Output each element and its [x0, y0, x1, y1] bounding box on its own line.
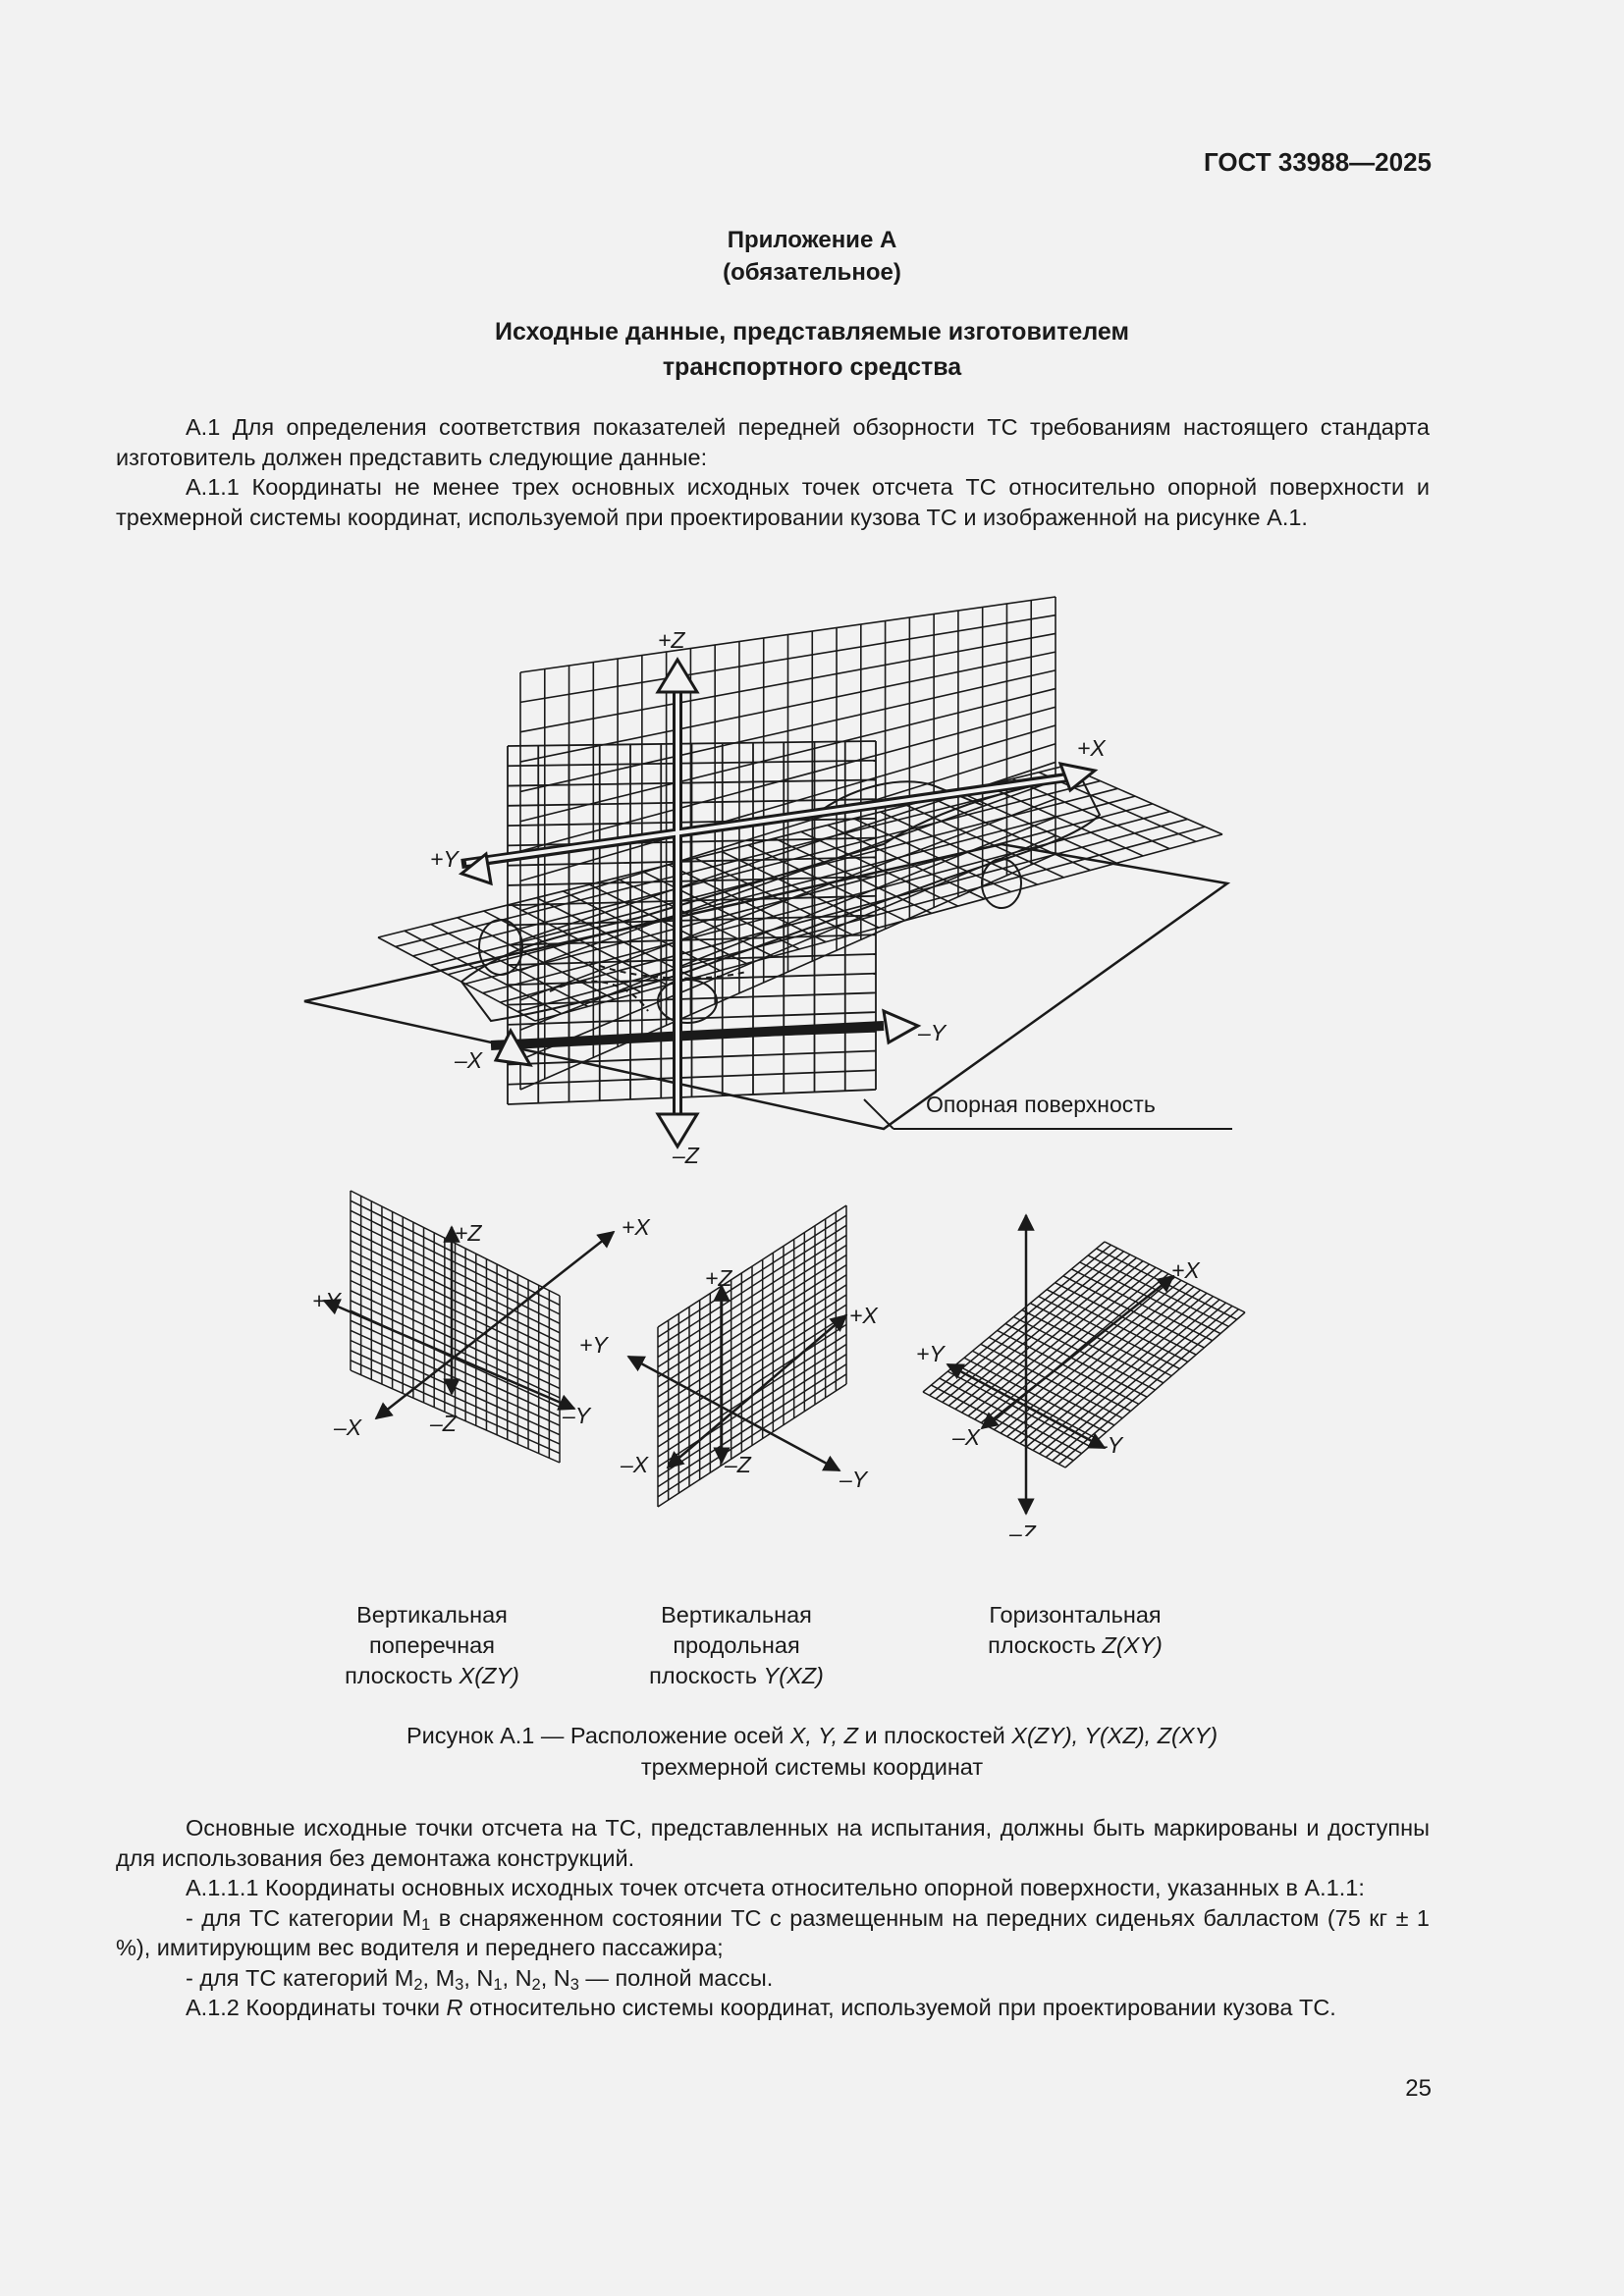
paragraph-category-m2-n3: - для ТС категорий $M_2$, $M_3$, $N_1$, $N_2$, $N_3$ — полной массы. — [186, 1964, 774, 1994]
page-number: 25 — [1405, 2075, 1432, 2102]
zxy-plus-x: +X — [1171, 1257, 1200, 1283]
paragraph-category-m1: - для ТС категории $M_1$ в снаряженном состоянии ТС с размещенным на передних сиденьях балластом (75 кг ± 1 %), имитирующим вес водителя и переднего пассажира; — [116, 1904, 1430, 1960]
zxy-minus-y: –Y — [1095, 1432, 1123, 1458]
annex-caption-line2: транспортного средства — [662, 353, 962, 381]
zxy-plus-y: +Y — [916, 1341, 945, 1366]
paragraph-a1-2: А.1.2 Координаты точки R относительно системы координат, используемой при проектировании кузова ТС. — [186, 1995, 1336, 2020]
plane-zxy-line2: плоскость Z(XY) — [988, 1632, 1163, 1658]
plane-yxz-line3: плоскость Y(XZ) — [649, 1663, 824, 1688]
plane-yxz-grid — [658, 1205, 846, 1507]
horizontal-grid-plane — [378, 766, 1222, 1021]
minus-y-arrow — [884, 1011, 918, 1042]
label-minus-z: –Z — [673, 1143, 699, 1168]
grid-line — [1012, 778, 1169, 848]
xzy-plus-y: +Y — [312, 1288, 341, 1313]
annex-caption-line1: Исходные данные, представляемые изготовителем — [495, 318, 1129, 346]
plane-yxz-line2: продольная — [673, 1632, 800, 1658]
coordinate-system-diagram — [295, 555, 1276, 1536]
lower-text — [116, 1813, 1430, 2023]
zxy-minus-z: –Z — [1009, 1521, 1036, 1536]
reference-surface-label: Опорная поверхность — [926, 1092, 1156, 1117]
plane-xzy-diagram — [312, 1191, 651, 1463]
plane-zxy-line1: Горизонтальная — [989, 1602, 1162, 1628]
yxz-plus-y: +Y — [579, 1332, 608, 1358]
paragraph-a1-1: А.1.1 Координаты не менее трех основных исходных точек отсчета ТС относительно опорной поверхности и трехмерной системы координат, используемой при проектировании кузова ТС и изображенной на рисунке А.1. — [116, 474, 1430, 530]
yxz-minus-y: –Y — [839, 1467, 868, 1492]
grid-line — [828, 826, 985, 899]
main-3d-diagram — [304, 597, 1232, 1168]
plane-zxy-diagram — [916, 1215, 1245, 1536]
figure-caption — [0, 1720, 1624, 1783]
paragraph-reference-points: Основные исходные точки отсчета на ТС, представленных на испытания, должны быть маркированы и доступны для использования без демонтажа конструкций. — [116, 1815, 1430, 1871]
plane-xzy-line2: поперечная — [369, 1632, 495, 1658]
plane-yxz-diagram — [579, 1205, 879, 1507]
yxz-minus-x: –X — [621, 1452, 649, 1477]
yxz-plus-z: +Z — [705, 1265, 732, 1291]
xzy-plus-z: +Z — [455, 1220, 482, 1246]
figure-caption-line1: Рисунок А.1 — Расположение осей X, Y, Z и плоскостей X(ZY), Y(XZ), Z(XY) — [406, 1723, 1218, 1748]
xzy-minus-z: –Z — [430, 1411, 457, 1436]
paragraph-a1: А.1 Для определения соответствия показателей передней обзорности ТС требованиям настоящего стандарта изготовитель должен представить следующие данные: — [116, 414, 1430, 470]
plane-label-yxz — [628, 1600, 844, 1691]
figure-a1 — [295, 555, 1276, 1536]
plane-xzy-line3: плоскость X(ZY) — [345, 1663, 519, 1688]
label-minus-y: –Y — [918, 1020, 947, 1045]
plane-label-zxy — [967, 1600, 1183, 1661]
annex-caption — [0, 314, 1624, 385]
xzy-plus-x: +X — [622, 1214, 650, 1240]
transverse-grid-plane — [508, 741, 876, 1104]
reference-surface — [304, 844, 1227, 1129]
yxz-plus-x: +X — [849, 1303, 878, 1328]
xzy-minus-y: –Y — [563, 1403, 591, 1428]
plane-yxz-line1: Вертикальная — [661, 1602, 812, 1628]
annex-heading — [0, 224, 1624, 289]
grid-line — [413, 781, 1101, 956]
annex-title: Приложение А — [727, 227, 897, 253]
paragraph-a1-1-1: А.1.1.1 Координаты основных исходных точек отсчета относительно опорной поверхности, указанных в А.1.1: — [186, 1875, 1365, 1900]
label-minus-x: –X — [455, 1047, 483, 1073]
xzy-minus-x: –X — [334, 1415, 362, 1440]
plane-label-xzy — [324, 1600, 540, 1691]
yxz-minus-z: –Z — [725, 1452, 751, 1477]
intro-text — [116, 412, 1430, 532]
standard-number: ГОСТ 33988—2025 — [1204, 147, 1432, 177]
zxy-minus-x: –X — [952, 1424, 981, 1450]
label-plus-x: +X — [1077, 735, 1106, 761]
label-plus-z: +Z — [658, 627, 685, 653]
annex-status: (обязательное) — [723, 259, 901, 286]
label-plus-y: +Y — [430, 846, 459, 872]
grid-line — [854, 819, 1011, 892]
plane-xzy-line1: Вертикальная — [356, 1602, 508, 1628]
figure-caption-line2: трехмерной системы координат — [640, 1754, 984, 1780]
